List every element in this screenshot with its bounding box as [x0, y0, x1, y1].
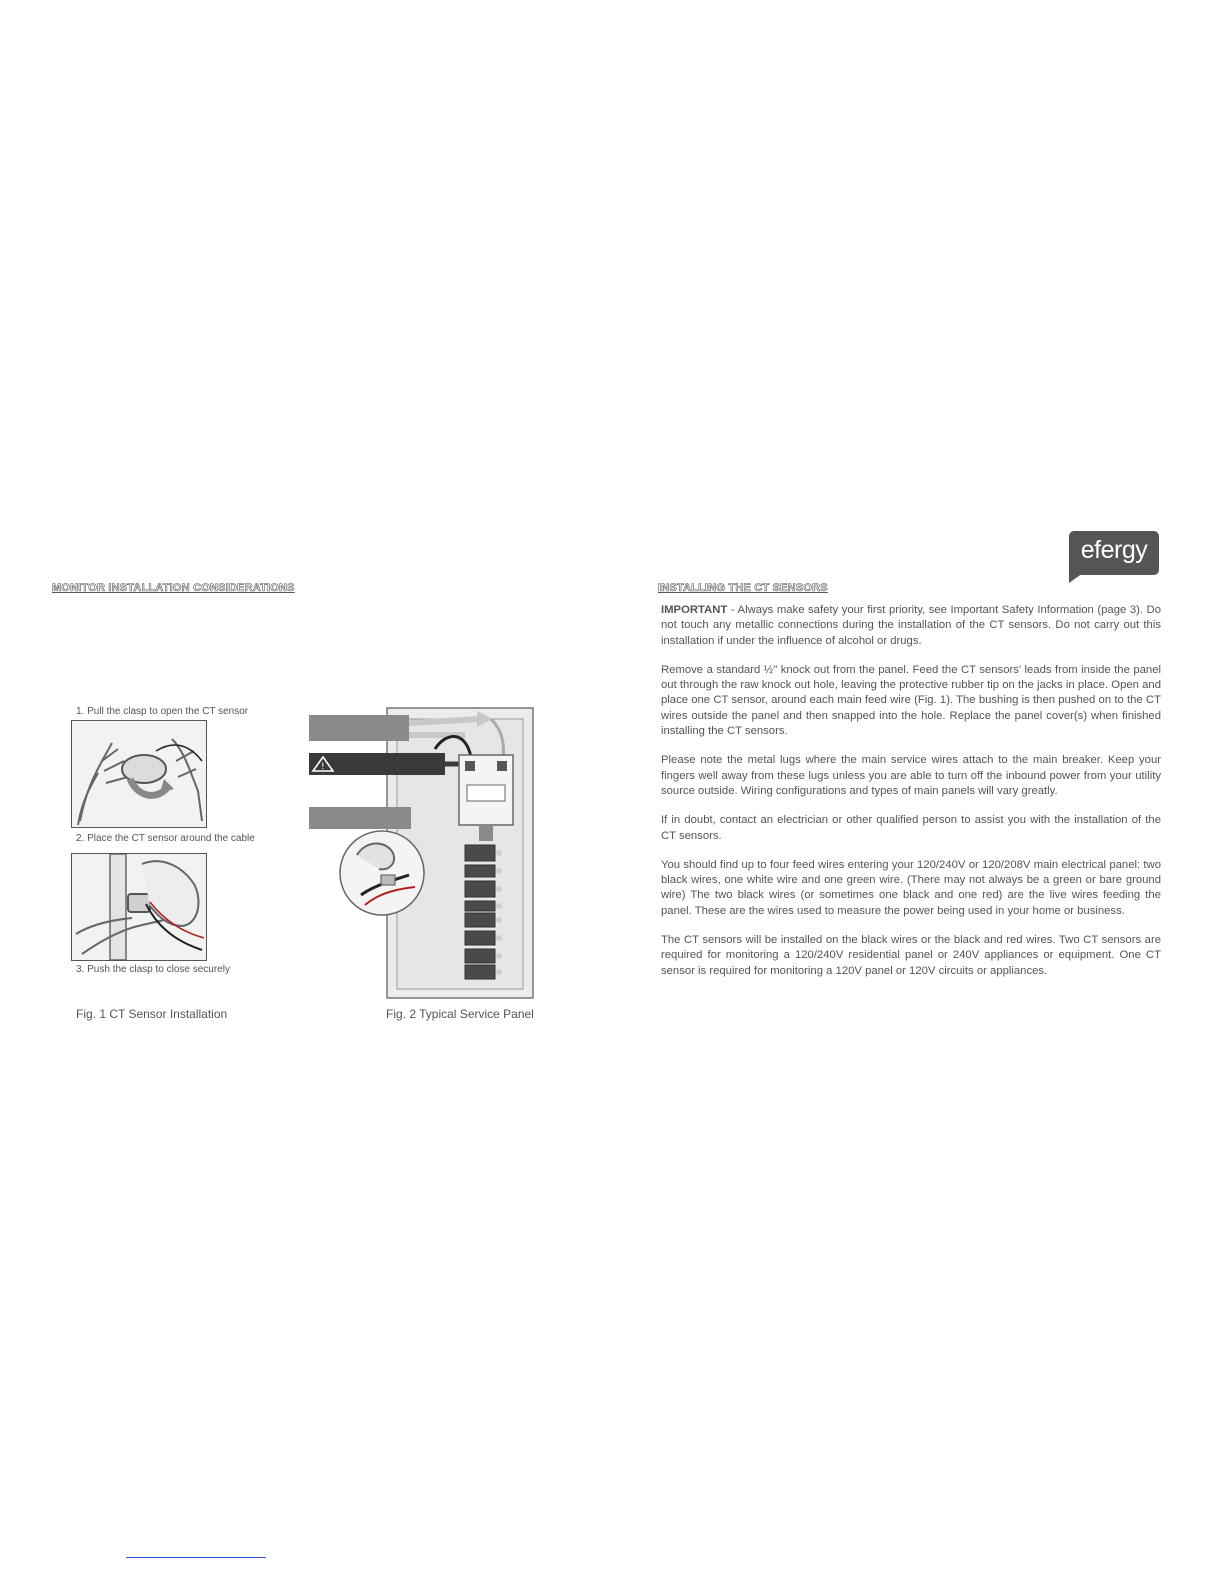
fig-2-caption: Fig. 2 Typical Service Panel — [386, 1007, 534, 1021]
step-3-caption: 3. Push the clasp to close securely — [76, 964, 230, 975]
important-label: IMPORTANT — [661, 604, 728, 616]
efergy-logo-text: efergy — [1080, 536, 1148, 564]
right-section-heading: INSTALLING THE CT SENSORS — [658, 582, 828, 594]
paragraph-knockout: Remove a standard ½" knock out from the panel. Feed the CT sensors' leads from inside the panel out through the raw knock out hole, leaving the protective rubber tip on the jacks in place. Open and place one CT sensor, around each main feed wire (Fig. 1). The bushing is then pushed on to the CT wires outside the panel and then snapped into the hole. Replace the panel cover(s) when finished installing the CT sensors. — [661, 663, 1161, 738]
left-section-heading: MONITOR INSTALLATION CONSIDERATIONS — [52, 582, 295, 594]
photo-place-ct-sensor — [71, 853, 207, 961]
footer-link-underline — [126, 1557, 266, 1558]
service-panel-diagram — [305, 705, 537, 1001]
paragraph-ct-placement: The CT sensors will be installed on the black wires or the black and red wires. Two CT sensors are required for monitoring a 120/240V residential panel or 240V appliances or equipment. One CT sensor is required for monitoring a 120V panel or 120V circuits or appliances. — [661, 934, 1161, 977]
paragraph-in-doubt: If in doubt, contact an electrician or other qualified person to assist you with the installation of the CT sensors. — [661, 814, 1161, 842]
paragraph-metal-lugs: Please note the metal lugs where the main service wires attach to the main breaker. Keep your fingers well away from these lugs unless you are able to turn off the inbound power from your utility source outside. Wiring configurations and types of main panels will vary greatly. — [661, 754, 1161, 797]
paragraph-important — [661, 603, 1161, 649]
fig-1-caption: Fig. 1 CT Sensor Installation — [76, 1007, 228, 1021]
step-1-caption: 1. Pull the clasp to open the CT sensor — [76, 706, 249, 717]
paragraph-feed-wires: You should find up to four feed wires entering your 120/240V or 120/208V main electrical panel: two black wires, one white wire and one green wire. (There may not always be a green or bare ground wire) The two black wires (or sometimes one black and one red) are the live wires feeding the panel. These are the wires used to measure the power being used in your home or business. — [661, 858, 1161, 917]
photo-open-ct-sensor — [71, 720, 207, 828]
important-text: - Always make safety your first priority, see Important Safety Information (page 3). Do not touch any metallic connections during the installation of the CT sensors. Do not carry out this installation if under the influence of alcohol or drugs. — [661, 604, 1161, 647]
svg-text:!: ! — [321, 762, 325, 772]
ct-sensor-instructions — [661, 603, 1161, 993]
step-2-caption: 2. Place the CT sensor around the cable — [76, 833, 255, 844]
